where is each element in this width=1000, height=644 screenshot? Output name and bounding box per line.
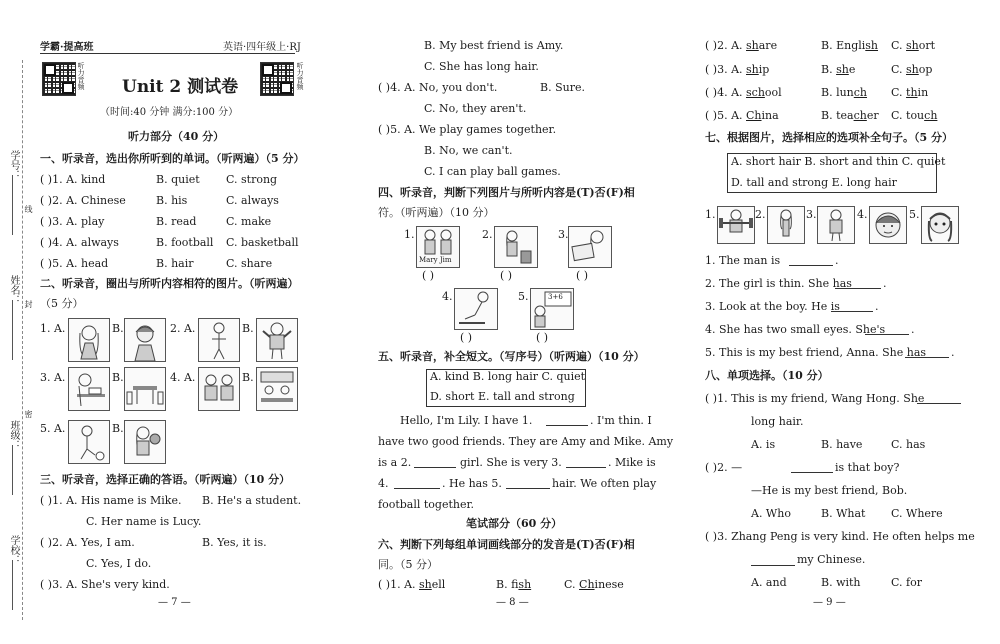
answer-paren[interactable]: ( ) — [576, 269, 589, 282]
option-row: A. short hair B. short and thin C. quiet — [731, 155, 946, 168]
s7-num: 3. — [806, 208, 817, 221]
word-prefix: B. — [821, 63, 837, 76]
word-prefix: B. Engli — [821, 39, 866, 52]
s6-q5-b — [821, 109, 879, 123]
s3-q2-b: B. Yes, it is. — [202, 536, 267, 549]
s8-q3-c: C. for — [891, 576, 922, 589]
underlined-letters: Ch — [579, 578, 595, 591]
option-row: D. tall and strong E. long hair — [731, 176, 897, 189]
brand-label: 学霸·提高班 — [40, 42, 94, 53]
s7-num: 5. — [909, 208, 920, 221]
underlined-letters: ch — [924, 109, 938, 122]
s1-q3: ( )3. A. play — [40, 215, 105, 228]
header-rule — [40, 53, 295, 54]
strong-man-picture[interactable] — [256, 318, 298, 362]
table-chairs-picture[interactable] — [124, 367, 166, 411]
blank-3-input[interactable] — [566, 467, 606, 468]
girl-small-eyes-picture[interactable] — [869, 206, 907, 244]
seal-text: 线 — [24, 205, 33, 213]
listening-part-title: 听力部分（40 分） — [128, 130, 225, 143]
word-rest: er — [866, 109, 879, 122]
section-3-heading: 三、听录音，选择正确的答语。（听两遍）（10 分） — [40, 473, 291, 486]
q-prefix: ( )2. A. — [705, 39, 747, 52]
period: . — [875, 300, 879, 313]
s3-q3-c: C. She has long hair. — [424, 60, 539, 73]
s8-q2: ( )2. — — [705, 461, 743, 474]
s1-q4: ( )4. A. always — [40, 236, 119, 249]
section-8-heading: 八、单项选择。（10 分） — [705, 369, 829, 382]
s1-q2-b: B. his — [156, 194, 188, 207]
word-prefix: C. — [564, 578, 580, 591]
s6-q5 — [705, 109, 779, 123]
class-line — [12, 445, 13, 495]
word-prefix: C. — [891, 39, 907, 52]
qr-caption: 听力音频 — [77, 62, 85, 90]
s1-q1-b: B. quiet — [156, 173, 200, 186]
s3-q4-c: C. No, they aren't. — [424, 102, 527, 115]
s1-q5: ( )5. A. head — [40, 257, 109, 270]
s8-q1: ( )1. This is my friend, Wang Hong. She — [705, 392, 925, 405]
s1-q2: ( )2. A. Chinese — [40, 194, 126, 207]
underlined-letters: sh — [419, 578, 432, 591]
s8-blank-1-input[interactable] — [917, 403, 961, 404]
qr-code-icon[interactable] — [260, 62, 294, 96]
s7-sentence-3: 3. Look at the boy. He is — [705, 300, 840, 313]
s8-q3-b: B. with — [821, 576, 861, 589]
s1-q2-c: C. always — [226, 194, 279, 207]
s7-blank-4-input[interactable] — [865, 334, 909, 335]
anna-long-hair-picture[interactable] — [921, 206, 959, 244]
s7-blank-2-input[interactable] — [835, 288, 881, 289]
s8-q2-a: A. Who — [751, 507, 791, 520]
girl-long-hair-picture[interactable] — [68, 318, 110, 362]
period: . — [835, 254, 839, 267]
written-part-title: 笔试部分（60 分） — [466, 517, 563, 530]
quiet-boy-picture[interactable] — [817, 206, 855, 244]
s3-q2-c: C. Yes, I do. — [86, 557, 152, 570]
s8-q2-b: B. What — [821, 507, 866, 520]
s8-q3: ( )3. Zhang Peng is very kind. He often helps me — [705, 530, 975, 543]
section-4-heading-cont: 符。（听两遍）（10 分） — [378, 206, 495, 219]
s8-q3-cont: my Chinese. — [797, 553, 866, 566]
word-rest: in — [917, 86, 929, 99]
word-rest: op — [918, 63, 933, 76]
underlined-letters: sh — [906, 39, 919, 52]
name-label: 姓名： — [8, 275, 19, 305]
thin-boy-picture[interactable] — [198, 318, 240, 362]
s2-label: B. — [112, 371, 124, 384]
s8-q1-cont: long hair. — [751, 415, 804, 428]
qr-caption: 听力音频 — [296, 62, 304, 90]
kids-playing-picture[interactable] — [198, 367, 240, 411]
underlined-letters: sh — [865, 39, 879, 52]
passage-line: girl. She is very 3. — [460, 456, 562, 469]
answer-paren[interactable]: ( ) — [460, 331, 473, 344]
passage-line: 4. — [378, 477, 389, 490]
classroom-picture[interactable] — [256, 367, 298, 411]
s2-label: B. — [112, 322, 124, 335]
word-prefix: C. — [891, 86, 907, 99]
underlined-letters: Ch — [746, 109, 762, 122]
passage-line: have two good friends. They are Amy and Mike. Amy — [378, 435, 674, 448]
underlined-letters: sh — [746, 63, 759, 76]
answer-paren[interactable]: ( ) — [422, 269, 435, 282]
qr-code-icon[interactable] — [42, 62, 76, 96]
word-rest: ip — [758, 63, 770, 76]
word-rest: ool — [764, 86, 782, 99]
s2-label: 1. A. — [40, 322, 66, 335]
word-rest: ell — [431, 578, 446, 591]
girl-suitcase-picture[interactable] — [494, 226, 538, 268]
word-bank-row: D. short E. tall and strong — [430, 390, 575, 403]
girl-drawing-picture[interactable] — [568, 226, 612, 268]
period: . — [883, 277, 887, 290]
s8-q2-cont: is that boy? — [835, 461, 900, 474]
s7-sentence-4: 4. She has two small eyes. She's — [705, 323, 886, 336]
girl-short-hair-picture[interactable] — [124, 318, 166, 362]
school-line — [12, 560, 13, 610]
s3-q1-a: ( )1. A. His name is Mike. — [40, 494, 182, 507]
s3-q5-b: B. No, we can't. — [424, 144, 513, 157]
word-rest: ort — [918, 39, 936, 52]
s6-q2-b — [821, 39, 878, 53]
s6-q4-c — [891, 86, 928, 100]
s7-blank-1-input[interactable] — [789, 265, 833, 266]
q-prefix: ( )4. A. — [705, 86, 747, 99]
page-number: — 8 — — [496, 597, 529, 608]
passage-line: Hello, I'm Lily. I have 1. — [400, 414, 533, 427]
girl-basketball-picture[interactable] — [124, 420, 166, 464]
q-prefix: ( )5. A. — [705, 109, 747, 122]
s3-q4-a: ( )4. A. No, you don't. — [378, 81, 498, 94]
section-5-heading: 五、听录音，补全短文。（写序号）（听两遍）（10 分） — [378, 350, 645, 363]
s1-q5-c: C. share — [226, 257, 273, 270]
word-rest: ina — [761, 109, 779, 122]
word-rest: e — [848, 63, 856, 76]
s2-label: B. — [242, 371, 254, 384]
s6-q3-c — [891, 63, 932, 77]
period: . — [951, 346, 955, 359]
s2-label: 3. A. — [40, 371, 66, 384]
s3-q1-c: C. Her name is Lucy. — [86, 515, 202, 528]
s3-q5-c: C. I can play ball games. — [424, 165, 561, 178]
s6-q1 — [378, 578, 445, 592]
underlined-letters: sh — [746, 39, 759, 52]
word-prefix: B. lun — [821, 86, 854, 99]
s4-num: 3. — [558, 228, 569, 241]
underlined-letters: sh — [518, 578, 532, 591]
s1-q1: ( )1. A. kind — [40, 173, 106, 186]
underlined-letters: ch — [853, 109, 867, 122]
s6-q1-prefix: ( )1. A. — [378, 578, 420, 591]
s8-blank-2-input[interactable] — [791, 472, 833, 473]
school-label: 学校： — [8, 535, 19, 565]
s4-num: 1. — [404, 228, 415, 241]
page-number: — 7 — — [158, 597, 191, 608]
s6-q3 — [705, 63, 769, 77]
s1-q4-c: C. basketball — [226, 236, 299, 249]
kid-skateboard-picture[interactable] — [454, 288, 498, 330]
s4-num: 5. — [518, 290, 529, 303]
pic-caption: Mary Jim — [419, 256, 452, 264]
s8-blank-3-input[interactable] — [751, 565, 795, 566]
answer-paren[interactable]: ( ) — [536, 331, 549, 344]
s7-num: 2. — [755, 208, 766, 221]
page-9 — [705, 0, 995, 644]
answer-paren[interactable]: ( ) — [500, 269, 513, 282]
blank-4-input[interactable] — [394, 488, 440, 489]
section-2-heading: 二、听录音，圈出与所听内容相符的图片。（听两遍） — [40, 277, 299, 290]
s1-q3-b: B. read — [156, 215, 197, 228]
word-rest: inese — [594, 578, 624, 591]
section-4-heading: 四、听录音，判断下列图片与所听内容是(T)否(F)相 — [378, 186, 635, 199]
word-prefix: C. — [891, 63, 907, 76]
page-8 — [378, 0, 674, 644]
s7-blank-5-input[interactable] — [905, 357, 949, 358]
s1-q3-c: C. make — [226, 215, 272, 228]
seal-text: 封 — [24, 300, 33, 308]
s2-label: 4. A. — [170, 371, 196, 384]
s8-q2-reply: —He is my best friend, Bob. — [751, 484, 908, 497]
s3-q3-b: B. My best friend is Amy. — [424, 39, 564, 52]
s6-q1-b — [496, 578, 531, 592]
underlined-letters: ch — [853, 86, 868, 99]
s7-sentence-1: 1. The man is — [705, 254, 781, 267]
section-6-heading-cont: 同。（5 分） — [378, 558, 438, 571]
s8-q1-c: C. has — [891, 438, 926, 451]
page-title: Unit 2 测试卷 — [122, 77, 239, 97]
underlined-letters: th — [906, 86, 918, 99]
student-id-line — [12, 175, 13, 235]
s3-q4-b: B. Sure. — [540, 81, 585, 94]
s6-q4-b — [821, 86, 867, 100]
exam-meta: （时间:40 分钟 满分:100 分） — [100, 107, 239, 118]
blank-1-input[interactable] — [546, 425, 588, 426]
word-prefix: C. tou — [891, 109, 925, 122]
s1-q4-b: B. football — [156, 236, 214, 249]
s6-q2 — [705, 39, 777, 53]
s2-label: B. — [112, 422, 124, 435]
underlined-letters: sh — [836, 63, 849, 76]
name-line — [12, 300, 13, 360]
binding-dashed-line — [22, 60, 23, 620]
s7-sentence-5: 5. This is my best friend, Anna. She has — [705, 346, 927, 359]
s1-q5-b: B. hair — [156, 257, 194, 270]
s8-q3-a: A. and — [751, 576, 787, 589]
s2-label: 5. A. — [40, 422, 66, 435]
girl-reading-picture[interactable] — [68, 367, 110, 411]
section-6-heading: 六、判断下列每组单词画线部分的发音是(T)否(F)相 — [378, 538, 635, 551]
section-7-heading: 七、根据图片，选择相应的选项补全句子。（5 分） — [705, 131, 953, 144]
q-prefix: ( )3. A. — [705, 63, 747, 76]
s1-q1-c: C. strong — [226, 173, 278, 186]
mary-jim-picture[interactable] — [416, 226, 460, 268]
s3-q3-a: ( )3. A. She's very kind. — [40, 578, 170, 591]
s2-label: 2. A. — [170, 322, 196, 335]
s7-num: 4. — [857, 208, 868, 221]
passage-line: is a 2. — [378, 456, 412, 469]
passage-line: football together. — [378, 498, 475, 511]
word-prefix: B. tea — [821, 109, 854, 122]
period: . — [911, 323, 915, 336]
boy-football-picture[interactable] — [68, 420, 110, 464]
word-rest: are — [758, 39, 778, 52]
section-1-heading: 一、听录音，选出你所听到的单词。（听两遍）（5 分） — [40, 152, 305, 165]
s8-q2-c: C. Where — [891, 507, 943, 520]
s2-label: B. — [242, 322, 254, 335]
underlined-letters: sh — [906, 63, 919, 76]
s4-num: 4. — [442, 290, 453, 303]
math-board-picture[interactable] — [530, 288, 574, 330]
s7-sentence-2: 2. The girl is thin. She has — [705, 277, 852, 290]
thin-girl-picture[interactable] — [767, 206, 805, 244]
class-label: 班级： — [8, 420, 19, 450]
student-id-label: 学号： — [8, 150, 19, 180]
strong-man-weights-picture[interactable] — [717, 206, 755, 244]
math-text: 3+6 — [548, 293, 563, 301]
seal-text: 密 — [24, 410, 33, 418]
blank-2-input[interactable] — [414, 467, 456, 468]
s6-q1-c — [564, 578, 624, 592]
s3-q2-a: ( )2. A. Yes, I am. — [40, 536, 135, 549]
s3-q5-a: ( )5. A. We play games together. — [378, 123, 557, 136]
s6-q2-c — [891, 39, 935, 53]
word-bank-row: A. kind B. long hair C. quiet — [430, 370, 586, 383]
s7-num: 1. — [705, 208, 716, 221]
s6-q5-c — [891, 109, 937, 123]
s3-q1-b: B. He's a student. — [202, 494, 302, 507]
passage-line: . He has 5. — [442, 477, 502, 490]
passage-line: . Mike is — [608, 456, 656, 469]
book-label: 英语·四年级上·RJ — [223, 42, 301, 53]
passage-line: hair. We often play — [552, 477, 657, 490]
s8-q1-a: A. is — [751, 438, 776, 451]
s8-q1-b: B. have — [821, 438, 863, 451]
s4-num: 2. — [482, 228, 493, 241]
underlined-letters: sch — [746, 86, 765, 99]
passage-line: . I'm thin. I — [590, 414, 652, 427]
s6-q4 — [705, 86, 782, 100]
page-number: — 9 — — [813, 597, 846, 608]
section-2-score: （5 分） — [40, 297, 84, 310]
blank-5-input[interactable] — [506, 488, 550, 489]
s7-blank-3-input[interactable] — [831, 311, 873, 312]
page-7 — [40, 0, 330, 644]
s6-q3-b — [821, 63, 855, 77]
word-prefix: B. fi — [496, 578, 519, 591]
